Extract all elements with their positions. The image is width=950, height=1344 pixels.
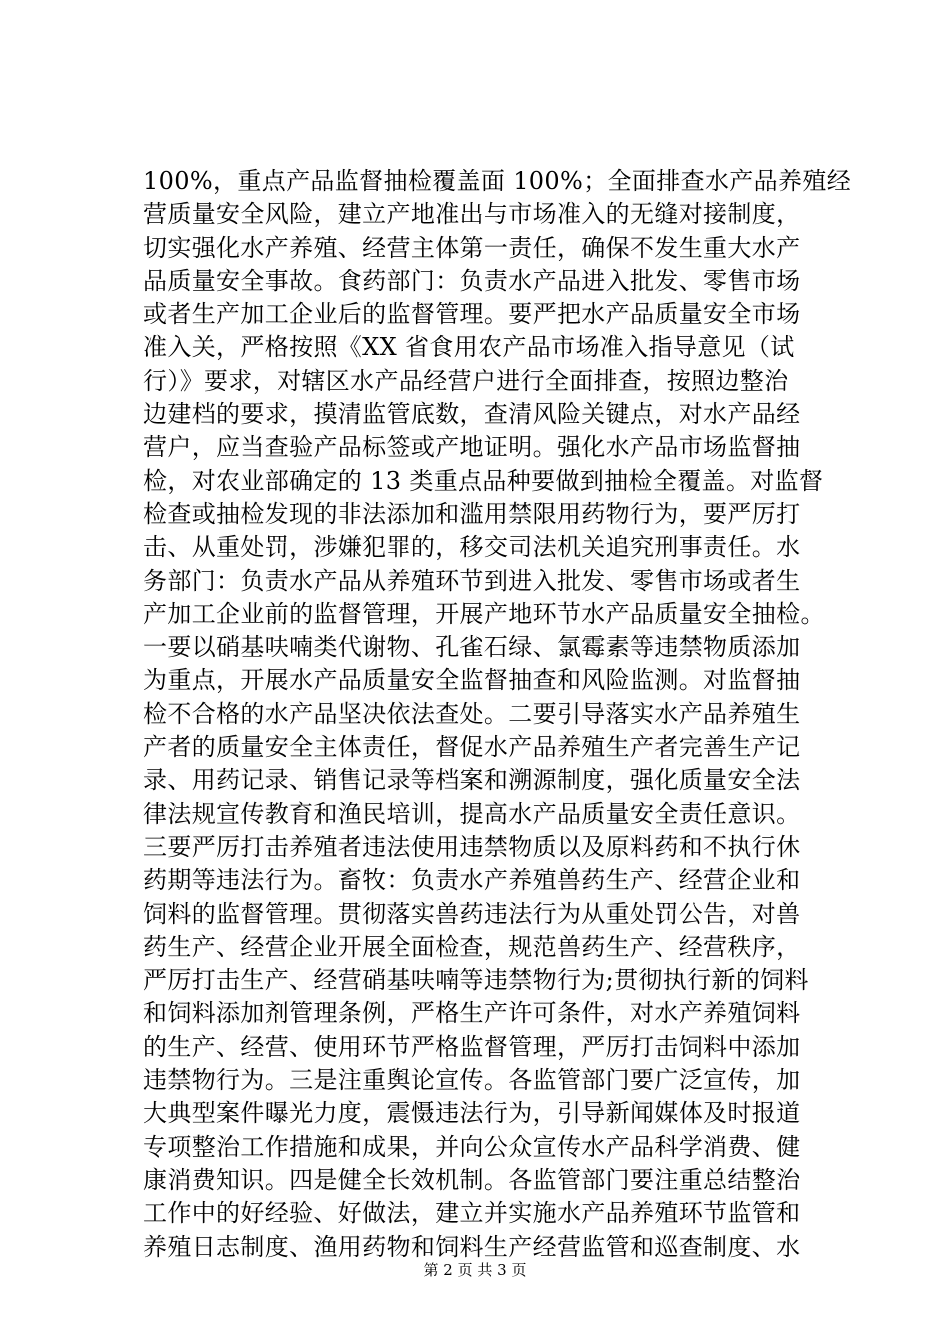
text-line: 工作中的好经验、好做法，建立并实施水产品养殖环节监管和 <box>143 1199 801 1228</box>
text-line: 100%，重点产品监督抽检覆盖面 100%；全面排查水产品养殖经 <box>143 167 852 195</box>
text-line: 产加工企业前的监督管理，开展产地环节水产品质量安全抽检。 <box>143 599 825 628</box>
body-text <box>143 165 852 1264</box>
text-line: 行）》要求，对辖区水产品经营户进行全面排查，按照边整治 <box>143 366 789 395</box>
text-line: 专项整治工作措施和成果，并向公众宣传水产品科学消费、健 <box>143 1132 801 1161</box>
text-line: 准入关，严格按照《XX 省食用农产品市场准入指导意见（试 <box>143 333 795 362</box>
text-line: 违禁物行为。三是注重舆论宣传。各监管部门要广泛宣传，加 <box>143 1066 801 1095</box>
text-line: 大典型案件曝光力度，震慑违法行为，引导新闻媒体及时报道 <box>143 1099 801 1128</box>
text-line: 切实强化水产养殖、经营主体第一责任，确保不发生重大水产 <box>143 233 801 262</box>
text-line: 击、从重处罚，涉嫌犯罪的，移交司法机关追究刑事责任。水 <box>143 533 801 562</box>
text-line: 养殖日志制度、渔用药物和饲料生产经营监管和巡查制度、水 <box>143 1232 801 1261</box>
text-line: 的生产、经营、使用环节严格监督管理，严厉打击饲料中添加 <box>143 1032 801 1061</box>
text-line: 一要以硝基呋喃类代谢物、孔雀石绿、氯霉素等违禁物质添加 <box>143 633 801 662</box>
text-line: 营质量安全风险，建立产地准出与市场准入的无缝对接制度， <box>143 200 801 229</box>
text-line: 产者的质量安全主体责任，督促水产品养殖生产者完善生产记 <box>143 733 801 762</box>
text-line: 检不合格的水产品坚决依法查处。二要引导落实水产品养殖生 <box>143 699 801 728</box>
text-line: 和饲料添加剂管理条例，严格生产许可条件，对水产养殖饲料 <box>143 999 801 1028</box>
text-line: 品质量安全事故。食药部门：负责水产品进入批发、零售市场 <box>143 266 801 295</box>
text-line: 营户，应当查验产品标签或产地证明。强化水产品市场监督抽 <box>143 433 801 462</box>
text-line: 务部门：负责水产品从养殖环节到进入批发、零售市场或者生 <box>143 566 801 595</box>
text-line: 检，对农业部确定的 13 类重点品种要做到抽检全覆盖。对监督 <box>143 466 824 495</box>
text-line: 三要严厉打击养殖者违法使用违禁物质以及原料药和不执行休 <box>143 832 801 861</box>
text-line: 边建档的要求，摸清监管底数，查清风险关键点，对水产品经 <box>143 400 801 429</box>
text-line: 严厉打击生产、经营硝基呋喃等违禁物行为;贯彻执行新的饲料 <box>143 966 809 995</box>
text-line: 药生产、经营企业开展全面检查，规范兽药生产、经营秩序， <box>143 932 801 961</box>
page-number-footer: 第 2 页 共 3 页 <box>423 1261 527 1279</box>
text-line: 录、用药记录、销售记录等档案和溯源制度，强化质量安全法 <box>143 766 801 795</box>
text-line: 康消费知识。四是健全长效机制。各监管部门要注重总结整治 <box>143 1165 801 1194</box>
text-line: 为重点，开展水产品质量安全监督抽查和风险监测。对监督抽 <box>143 666 801 695</box>
text-line: 或者生产加工企业后的监督管理。要严把水产品质量安全市场 <box>143 300 801 329</box>
text-line: 药期等违法行为。畜牧：负责水产养殖兽药生产、经营企业和 <box>143 866 801 895</box>
text-line: 饲料的监督管理。贯彻落实兽药违法行为从重处罚公告，对兽 <box>143 899 801 928</box>
text-line: 律法规宣传教育和渔民培训，提高水产品质量安全责任意识。 <box>143 799 801 828</box>
text-line: 检查或抽检发现的非法添加和滥用禁限用药物行为，要严厉打 <box>143 499 801 528</box>
